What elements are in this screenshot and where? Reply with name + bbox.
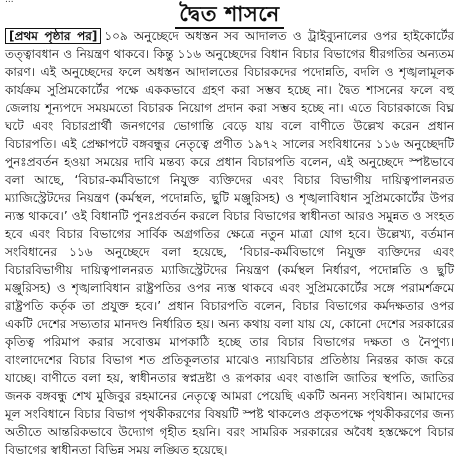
headline-text: দ্বৈত শাসনে <box>175 2 283 29</box>
article-body <box>5 27 454 459</box>
continued-from-front-page-tag: [প্রথম পৃষ্ঠার পর] <box>5 28 101 44</box>
article-body-text: ১০৯ অনুচ্ছেদে অধস্তন সব আদালত ও ট্রাইব্যুনালের ওপর হাইকোর্টের তত্ত্বাবধান ও নিয়ন্ত্রণ থাকবে। কিন্তু ১১৬ অনুচ্ছেদের বিধান বিচার বিভাগের ধীরগতির অন্যতম কারণ। এই অনুচ্ছেদের ফলে অধস্তন আদালতের বিচারকদের পদোন্নতি, বদলি ও শৃঙ্খলামূলক কার্যক্রম সুপ্রিমকোর্টের পক্ষে এককভাবে গ্রহণ করা সম্ভব হচ্ছে না। দ্বৈত শাসনের ফলে বহু জেলায় শূন্যপদে সময়মতো বিচারক নিয়োগ প্রদান করা সম্ভব হচ্ছে না। এতে বিচারকাজে বিঘ্ন ঘটে এবং বিচারপ্রার্থী জনগণের ভোগান্তি বেড়ে যায় বলে বাণীতে উল্লেখ করেন প্রধান বিচারপতি। এই প্রেক্ষাপটে বঙ্গবন্ধুর নেতৃত্বে প্রণীত ১৯৭২ সালের সংবিধানের ১১৬ অনুচ্ছেদটি পুনঃপ্রবর্তন হওয়া সময়ের দাবি মন্তব্য করে প্রধান বিচারপতি বলেন, এই অনুচ্ছেদে স্পষ্টভাবে বলা আছে, ‘বিচার-কর্মবিভাগে নিযুক্ত ব্যক্তিদের এবং বিচার বিভাগীয় দায়িত্বপালনরত ম্যাজিস্ট্রেটদের নিয়ন্ত্রণ (কর্মস্থল, পদোন্নতি, ছুটি মঞ্জুরিসহ) ও শৃঙ্খলাবিধান সুপ্রিমকোর্টের উপর ন্যস্ত থাকবে।’ ওই বিধানটি পুনঃপ্রবর্তন করলে বিচার বিভাগের স্বাধীনতা আরও সমুন্নত ও সংহত হবে এবং বিচার বিভাগের সার্বিক অগ্রগতির ক্ষেত্রে নতুন মাত্রা যোগ হবে। উল্লেখ্য, বর্তমান সংবিধানের ১১৬ অনুচ্ছেদে বলা হয়েছে, ‘বিচার-কর্মবিভাগে নিযুক্ত ব্যক্তিদের এবং বিচারবিভাগীয় দায়িত্বপালনরত ম্যাজিস্ট্রেটদের নিয়ন্ত্রণ (কর্মস্থল নির্ধারণ, পদোন্নতি ও ছুটি মঞ্জুরিসহ) ও শৃঙ্খলাবিধান রাষ্ট্রপতির ওপর ন্যস্ত থাকবে এবং সুপ্রিমকোর্টের সঙ্গে পরামর্শক্রমে রাষ্ট্রপতি কর্তৃক তা প্রযুক্ত হবে।’ প্রধান বিচারপতি বলেন, বিচার বিভাগের কর্মদক্ষতার ওপর একটি দেশের সভ্যতার মানদণ্ড নির্ধারিত হয়। অন্য কথায় বলা যায় যে, কোনো দেশের সরকারের কৃতিত্ব পরিমাপ করার সবোত্তম মাপকাঠি হচ্ছে তার বিচার বিভাগের দক্ষতা ও নৈপুণ্য। বাংলাদেশের বিচার বিভাগ শত প্রতিকূলতার মাঝেও ন্যায়বিচার প্রতিষ্ঠায় নিরন্তর কাজ করে যাচ্ছে। বাণীতে বলা হয়, স্বাধীনতার স্বপ্নদ্রষ্টা ও রূপকার এবং বাঙালি জাতির স্থপতি, জাতির জনক বঙ্গবন্ধু শেখ মুজিবুর রহমানের নেতৃত্বে আমরা পেয়েছি একটি অনন্য সংবিধান। আমাদের মূল সংবিধানে বিচার বিভাগ পৃথকীকরণের বিষয়টি স্পষ্ট থাকলেও প্রকৃতপক্ষে পৃথকীকরণের জন্য অতীতে আন্তরিকভাবে উদ্যোগ গৃহীত হয়নি। বরং সামরিক সরকারের অবৈধ হস্তক্ষেপে বিচার বিভাগের স্বাধীনতা বিভিন্ন সময় লঙ্ঘিত হয়েছে। <box>5 29 454 457</box>
headline <box>5 2 454 26</box>
